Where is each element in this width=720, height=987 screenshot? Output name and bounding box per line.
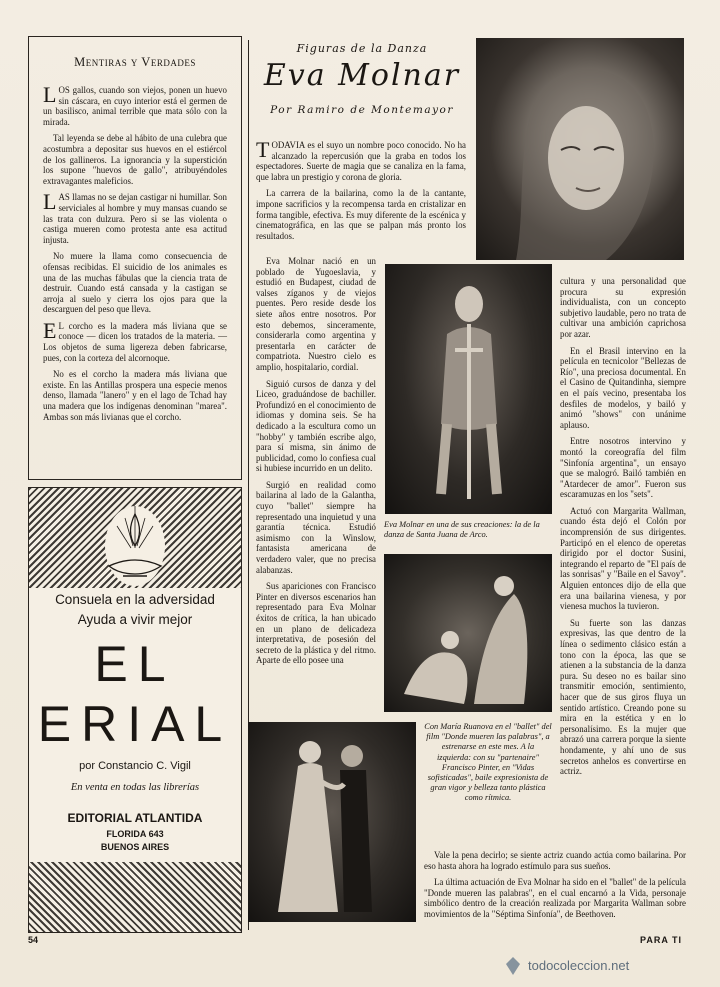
paragraph: OS gallos, cuando son viejos, ponen un huevo sin cáscara, en cuyo interior está el germen de un basilisco, animal terrible que mata sólo con la mirada. bbox=[43, 85, 227, 127]
mentiras-box bbox=[28, 36, 242, 480]
caption-joan: Eva Molnar en una de sus creaciones: la de la danza de Santa Juana de Arco. bbox=[384, 520, 540, 540]
article-byline: Por Ramiro de Montemayor bbox=[270, 104, 454, 116]
caption-ruanova-pinter: Con María Ruanova en el "ballet" del film "Donde mueren las palabras", a estrenarse en este mes. A la izquierda: con su "partenaire" Francisco Pinter, en "Vidas sofisticadas", baile expresionista de gran vigor y belleza tanto plástica como rítmica. bbox=[424, 722, 552, 803]
article-kicker: Figuras de la Danza bbox=[296, 42, 428, 55]
couple-figures bbox=[248, 722, 416, 922]
page-number: 54 bbox=[28, 935, 39, 945]
ruanova-duo-photo bbox=[384, 554, 552, 712]
paragraph: Entre nosotros intervino y montó la coreografía del film "Sinfonía argentina", un ensayo que se malogró. Bailó también en "Atardecer de amor". Fueron sus escaramuzas en los "sets". bbox=[560, 436, 686, 500]
paragraph: Actuó con Margarita Wallman, cuando ésta dejó el Colón por incomprensión de sus dirigentes. Participó en el elenco de operetas dirigido por el doctor Susini, integrando el reparto de "El país de las sonrisas" y "Baile en el Savoy". Alguien entonces dijo de ella que era una bailarina vienesa, y por vienesa muchos la tuvieron. bbox=[560, 505, 686, 612]
ad-city: BUENOS AIRES bbox=[100, 842, 170, 852]
portrait-figure bbox=[476, 38, 684, 260]
duo-figures bbox=[384, 554, 552, 712]
paragraph: Eva Molnar nació en un poblado de Yugoeslavia, y estudió en Budapest, ciudad de valses zíganos y de viejos puentes. Pero reside desde los siete años entre nosotros. Por esto debemos, sinceramente, considerarla como argentina y presentarla en carácter de compatriota. Nuestro cielo es amplio, hospitalario, cordial. bbox=[256, 256, 376, 372]
watermark-text: todocoleccion.net bbox=[528, 958, 630, 973]
box-title: Mentiras y Verdades bbox=[74, 55, 196, 69]
paragraph: Surgió en realidad como bailarina al lado de la Galantha, cuyo "ballet" siempre ha representado una inquietud y una garantía técnica. Estudió asimismo con la Winslow, fantasista americana de verdadero valer, que no precisa alabanzas. bbox=[256, 479, 376, 575]
paragraph: L corcho es la madera más liviana que se conoce — dicen los tratados de la materia. — Los objetos de suma ligereza deben fabricarse, pues, con la corteza del alcornoque. bbox=[43, 320, 227, 363]
paragraph: Siguió cursos de danza y del Liceo, graduándose de bachiller. Profundizó en el conocimiento de idiomas y domina seis. Se ha dedicado a la escultura como un "hobby" y también escribe algo, para sí misma, sin ánimo de publicidad, como lo confiesa cual si hubiese incurrido en un delito. bbox=[256, 378, 376, 474]
article-column-2 bbox=[560, 276, 686, 783]
paragraph: Sus apariciones con Francisco Pinter en diversos escenarios han representado para Eva Molnar éxitos de crítica, la han ubicado en un plano de delicadeza interpretativa, de posesión del secreto de la plástica y del ritmo. Aparte de ello posee una bbox=[256, 581, 376, 666]
article-closing bbox=[424, 850, 686, 926]
el-erial-advertisement bbox=[28, 487, 242, 933]
dropcap: E bbox=[43, 317, 57, 343]
lamp-icon bbox=[99, 496, 171, 586]
ad-address: FLORIDA 643 bbox=[106, 829, 164, 839]
paragraph: En el Brasil intervino en la película en tecnicolor "Bellezas de Río", una preciosa documental. En el Casino de Quitandinha, siempre en el país vecino, presentaba los desfiles de modelos, y bailó y animó "shows" con unánime aplauso. bbox=[560, 345, 686, 430]
dropcap: L bbox=[43, 189, 57, 215]
paragraph: No muere la llama como consecuencia de ofensas recibidas. El suicidio de los animales es una de las muchas fábulas que la ciencia trata de destruir. Cuando está cansada y la castigan se arroja al suelo y cierra los ojos para que la descarguen del peso que lleva. bbox=[43, 251, 227, 315]
article-title: Eva Molnar bbox=[263, 58, 461, 93]
ad-line1: Consuela en la adversidad bbox=[55, 592, 215, 607]
ad-sale: En venta en todas las librerías bbox=[70, 782, 200, 793]
ad-title-el: EL bbox=[94, 636, 176, 692]
paragraph: ODAVIA es el suyo un nombre poco conocido. No ha alcanzado la repercusión que la graba en todos los espectadores. Suerte de magia que se canaliza en la fama, que labra un prestigio y corona de gloria. bbox=[256, 140, 466, 182]
paragraph: cultura y una personalidad que procura su expresión individualista, con un concepto subjetivo laudable, pero no trata de cultivar una ambición caprichosa por azar. bbox=[560, 276, 686, 339]
box-body bbox=[43, 82, 227, 428]
paragraph: La carrera de la bailarina, como la de la cantante, impone sacrificios y la recompensa tarda en cristalizar en forma tangible, efectiva. Es muy diferente de la escénica y cinematográfica, en las que se palpan más pronto los resultados. bbox=[256, 188, 466, 241]
ad-pattern-bottom bbox=[29, 862, 241, 932]
paragraph: AS llamas no se dejan castigar ni humillar. Son serviciales al hombre y muy mansas cuando se las trata con dulzura. Pero si se las violenta o castiga mueren como protesta ante esa actitud injusta. bbox=[43, 192, 227, 245]
dropcap: L bbox=[43, 82, 57, 107]
ad-author: por Constancio C. Vigil bbox=[79, 760, 191, 772]
paragraph: Tal leyenda se debe al hábito de una culebra que acostumbra a depositar sus huevos en el estiércol de los gallineros. La ignorancia y la superstición los supone "huevos de gallo", atribuyéndoles extravagantes maleficios. bbox=[43, 133, 227, 186]
ad-publisher: EDITORIAL ATLANTIDA bbox=[67, 811, 203, 825]
paragraph: No es el corcho la madera más liviana que existe. En las Antillas prospera una especie menos denso, llamada "lanero" y en el lago de Tchad hay una madera que los indígenas denominan "marea". Ambas son más livianas que el corcho. bbox=[43, 369, 227, 422]
joan-of-arc-photo bbox=[385, 264, 552, 514]
dancer-figure bbox=[385, 264, 552, 514]
paragraph: La última actuación de Eva Molnar ha sido en el "ballet" de la película "Donde mueren las palabras", en el cual encarnó a la Vida, personaje simbólico dentro de la creación realizada por Margarita Wallman sobre movimientos de la "Séptima Sinfonía", de Beethoven. bbox=[424, 877, 686, 919]
article-column-1 bbox=[256, 256, 376, 672]
paragraph: Su fuerte son las danzas expresivas, las que dentro de la línea o sedimento clásico están a tono con la época, las que se atienen a la substancia de la danza pura. Su deseo no es bailar sino transmitir emoción, sentimiento, hacer que de sus giros fluya un sentido artístico. Creando pone su mira en la estética y en lo personalísimo. Es la mujer que abrazó una carrera porque la siente hondamente, y ahí uno de sus secretos anhelos es convertirse en actriz. bbox=[560, 617, 686, 777]
magazine-name: PARA TI bbox=[640, 935, 682, 945]
watermark bbox=[502, 955, 712, 977]
ad-title-erial: ERIAL bbox=[37, 696, 233, 752]
paragraph: Vale la pena decirlo; se siente actriz cuando actúa como bailarina. Por eso hasta ahora ha logrado estímulo para sus sueños. bbox=[424, 850, 686, 871]
dropcap: T bbox=[256, 137, 270, 162]
pinter-duo-photo bbox=[248, 722, 416, 922]
watermark-logo-icon bbox=[502, 955, 524, 977]
portrait-photo bbox=[476, 38, 684, 260]
article-intro bbox=[256, 137, 466, 247]
ad-line2: Ayuda a vivir mejor bbox=[77, 612, 193, 627]
